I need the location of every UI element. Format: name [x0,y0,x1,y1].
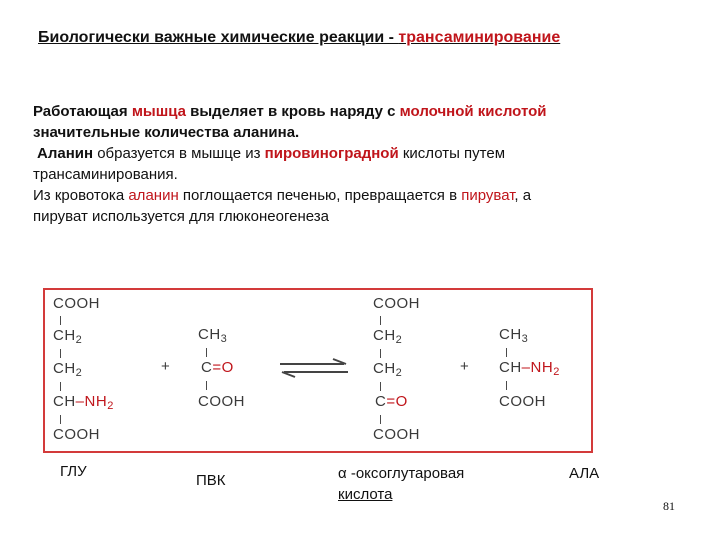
text-bold: Работающая [33,103,132,120]
text-bold: значительные количества аланина. [33,124,300,141]
akg-ch2-1 [373,327,402,346]
text-plain: пируват используется для глюконеогенеза [33,208,329,225]
paragraph-line-3 [37,143,687,164]
ala-cooh: COOH [499,393,546,410]
title-main: Биологически важные химические реакции - [38,29,399,46]
subscript: 2 [395,367,403,379]
akg-ch2-1-text: CH [373,327,396,344]
ala-ch-text: CH [499,359,522,376]
title-highlight: трансаминирование [398,29,561,46]
caption-glu: ГЛУ [60,463,87,480]
glu-ch2-1-text: CH [53,327,76,344]
glu-ch-nh2 [53,393,114,412]
text-highlight: пировиноградной [264,145,399,162]
glu-cooh-top: COOH [53,295,100,312]
caption-pvk: ПВК [196,472,226,489]
akg-o-text: =O [386,393,408,410]
plus-sign: + [460,358,470,375]
text-plain: кислоты путем [398,145,506,162]
text-plain: , а [514,187,532,204]
glu-cooh-bottom: COOH [53,426,100,443]
glu-ch2-2-text: CH [53,360,76,377]
plus-sign: + [161,358,171,375]
bond [206,381,207,390]
glu-ch2-2 [53,360,82,379]
paragraph-line-4 [33,164,683,185]
ala-ch3 [499,326,528,345]
pvk-ch3 [198,326,227,345]
paragraph-line-6 [33,206,683,227]
text-highlight: аланин [128,187,179,204]
paragraph-line-2 [33,122,683,143]
ala-ch-nh2 [499,359,560,378]
paragraph-line-1 [33,101,683,122]
akg-c-text: C [375,393,387,410]
text-plain: образуется в мышце из [93,145,265,162]
text-plain: трансаминирования. [33,166,178,183]
glu-ch-text: CH [53,393,76,410]
bond [506,381,507,390]
bond [380,382,381,391]
pvk-c-o [201,359,234,376]
bond [380,316,381,325]
text-plain: Из кровотока [33,187,129,204]
text-bold: выделяет в кровь наряду с [185,103,400,120]
glu-nh2-text: –NH [75,393,108,410]
bond [206,348,207,357]
subscript: 2 [107,400,114,412]
text-highlight: молочной кислотой [399,103,547,120]
bond [380,415,381,424]
bond [60,349,61,358]
paragraph-line-5 [33,185,683,206]
subscript: 2 [553,366,560,378]
subscript: 3 [521,333,529,345]
equilibrium-arrows-icon [278,358,350,378]
pvk-cooh: COOH [198,393,245,410]
subscript: 3 [220,333,228,345]
page-title [38,29,560,47]
akg-cooh-bottom: COOH [373,426,420,443]
page-number: 81 [663,499,675,513]
caption-akg-line2: кислота [338,486,393,503]
bond [60,415,61,424]
text-highlight: мышца [131,103,186,120]
akg-ch2-2 [373,360,402,379]
akg-c-o [375,393,408,410]
ala-nh2-text: –NH [521,359,554,376]
akg-cooh-top: COOH [373,295,420,312]
caption-ala: АЛА [569,465,600,482]
bond [506,348,507,357]
bond [380,349,381,358]
text-highlight: пируват [461,187,515,204]
pvk-ch3-text: CH [198,326,221,343]
text-plain: поглощается печенью, превращается в [178,187,462,204]
subscript: 2 [75,367,83,379]
text-bold: Аланин [37,145,94,162]
bond [60,316,61,325]
akg-ch2-2-text: CH [373,360,396,377]
bond [60,382,61,391]
ala-ch3-text: CH [499,326,522,343]
subscript: 2 [75,334,83,346]
subscript: 2 [395,334,403,346]
caption-akg-line1: α -оксоглутаровая [338,465,465,482]
pvk-c-text: C [201,359,213,376]
pvk-o-text: =O [212,359,234,376]
glu-ch2-1 [53,327,82,346]
